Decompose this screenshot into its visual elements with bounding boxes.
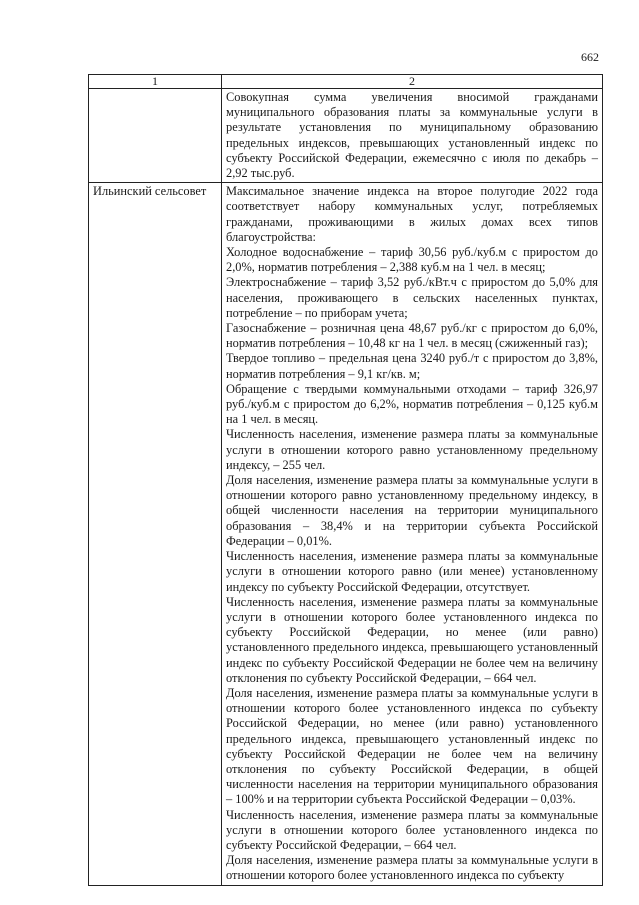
- column-header-2: 2: [222, 75, 603, 89]
- paragraph: Обращение с твердыми коммунальными отходами – тариф 326,97 руб./куб.м с приростом до 6,2%, норматив потребления – 0,125 куб.м на 1 чел. в месяц.: [226, 381, 598, 427]
- page-number: 662: [581, 50, 599, 64]
- paragraph: Численность населения, изменение размера платы за коммунальные услуги в отношении которого более установленного индекса по субъекту Российской Федерации, – 664 чел.: [226, 807, 598, 852]
- description-cell: [222, 183, 603, 885]
- paragraph: Численность населения, изменение размера платы за коммунальные услуги в отношении которого более установленного индекса по субъекту Российской Федерации, но менее (или равно) установленного предельного индекса, превышающего установленный индекс по субъекту Российской Федерации не более чем на величину отклонения по субъекту Российской Федерации, – 664 чел.: [226, 594, 598, 685]
- table-header-row: [89, 75, 603, 89]
- paragraph: Доля населения, изменение размера платы за коммунальные услуги в отношении которого более установленного индекса по субъекту Российской Федерации, но менее (или равно) установленного предельного индекса, превышающего установленный индекс по субъекту Российской Федерации не более чем на величину отклонения по субъекту Российской Федерации, в общей численности населения на территории муниципального образования – 100% и на территории субъекта Российской Федерации – 0,03%.: [226, 685, 598, 807]
- paragraph: Газоснабжение – розничная цена 48,67 руб./кг с приростом до 6,0%, норматив потребления – 10,48 кг на 1 чел. в месяц (сжиженный газ);: [226, 321, 598, 351]
- paragraph: Доля населения, изменение размера платы за коммунальные услуги в отношении которого равно установленному предельному индексу, в общей численности населения на территории муниципального образования – 38,4% и на территории субъекта Российской Федерации – 0,01%.: [226, 473, 598, 548]
- table-row: [89, 183, 603, 885]
- column-header-1: 1: [89, 75, 222, 89]
- paragraph: Совокупная сумма увеличения вносимой гражданами муниципального образования платы за коммунальные услуги в результате установления по муниципальному образованию предельных индексов, превышающих установленный индекс по субъекту Российской Федерации, ежемесячно с июля по декабрь – 2,92 тыс.руб.: [226, 90, 598, 181]
- paragraph: Максимальное значение индекса на второе полугодие 2022 года соответствует набору коммунальных услуг, потребляемых гражданами, проживающими в жилых домах всех типов благоустройства:: [226, 184, 598, 244]
- region-cell: Ильинский сельсовет: [89, 183, 222, 885]
- document-table: [88, 74, 603, 886]
- paragraph: Численность населения, изменение размера платы за коммунальные услуги в отношении которого равно (или менее) установленному индексу по субъекту Российской Федерации, отсутствует.: [226, 549, 598, 594]
- region-cell: [89, 89, 222, 183]
- description-cell: [222, 89, 603, 183]
- paragraph: Твердое топливо – предельная цена 3240 руб./т с приростом до 3,8%, норматив потребления – 9,1 кг/кв. м;: [226, 351, 598, 381]
- paragraph: Численность населения, изменение размера платы за коммунальные услуги в отношении которого равно установленному предельному индексу, – 255 чел.: [226, 427, 598, 472]
- table-row: [89, 89, 603, 183]
- paragraph: Электроснабжение – тариф 3,52 руб./кВт.ч с приростом до 5,0% для населения, проживающего в сельских населенных пунктах, потребление – по приборам учета;: [226, 275, 598, 320]
- paragraph: Холодное водоснабжение – тариф 30,56 руб./куб.м с приростом до 2,0%, норматив потребления – 2,388 куб.м на 1 чел. в месяц;: [226, 245, 598, 275]
- paragraph: Доля населения, изменение размера платы за коммунальные услуги в отношении которого более установленного индекса по субъекту: [226, 853, 598, 883]
